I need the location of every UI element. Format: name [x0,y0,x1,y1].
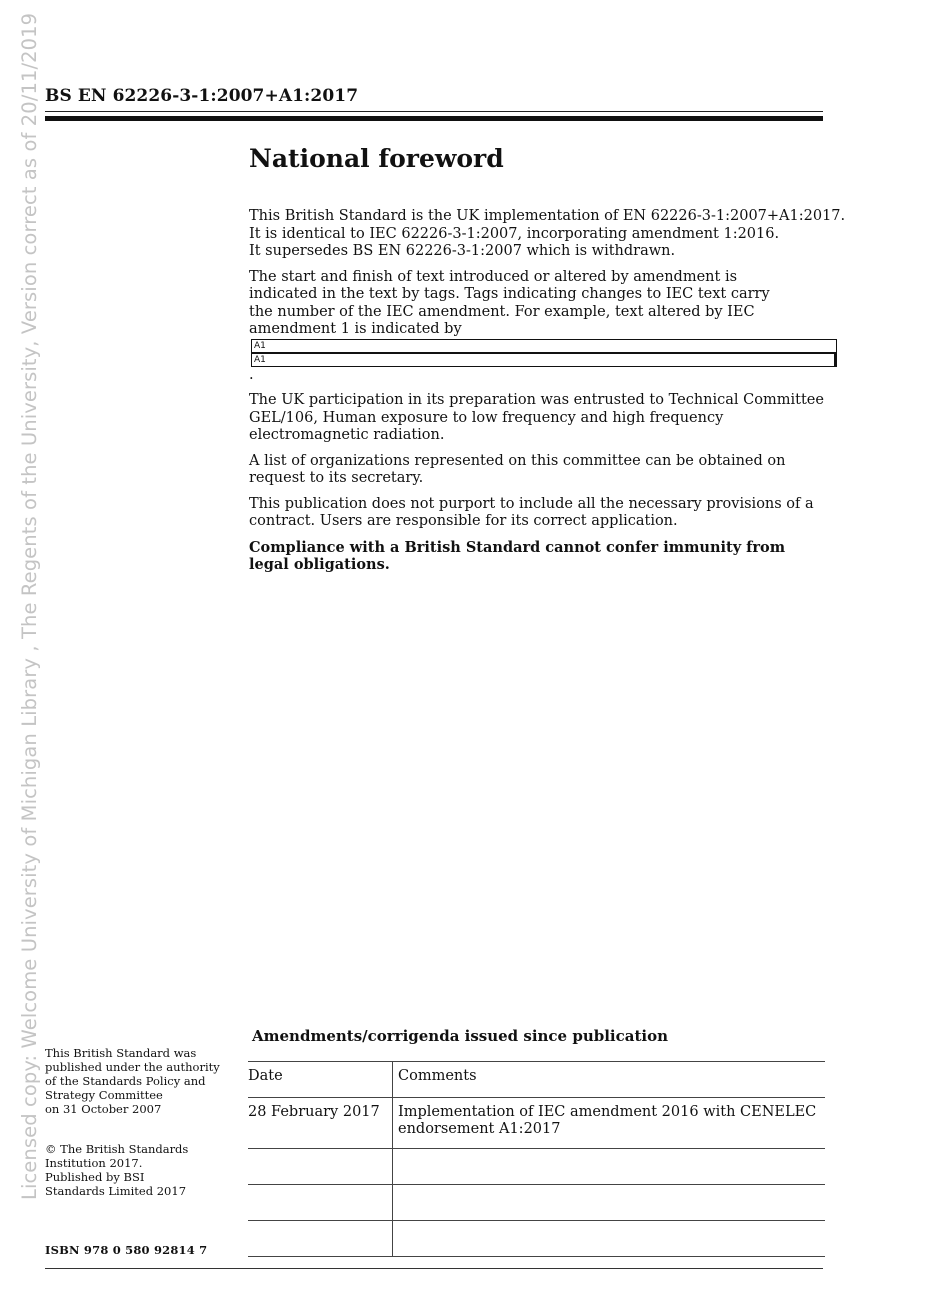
text-line: A list of organizations represented on this committee can be obtained on [249,452,786,469]
table-row-empty [248,1149,825,1185]
column-header-date: Date [248,1062,393,1098]
foreword-body [249,208,846,582]
amendment-comment [393,1098,826,1149]
foreword-paragraph-provisions [249,496,839,531]
footer-rule [45,1268,823,1269]
table-row-empty [248,1185,825,1221]
text-line: Compliance with a British Standard cannot confer immunity from [249,538,786,556]
text-line: This British Standard was [45,1046,197,1060]
text-line: It supersedes BS EN 62226-3-1:2007 which is withdrawn. [249,243,676,259]
foreword-paragraph-organizations [249,453,839,488]
text-line: GEL/106, Human exposure to low frequency and high frequency [249,409,724,426]
copyright-notice [45,1142,230,1198]
amendments-heading: Amendments/corrigenda issued since publication [252,1027,668,1045]
foreword-paragraph-amendment-tags [249,269,839,385]
text-line: on 31 October 2007 [45,1102,162,1116]
text-line: Standards Limited 2017 [45,1184,187,1198]
foreword-paragraph-compliance [249,539,839,574]
document-id: BS EN 62226-3-1:2007+A1:2017 [45,86,359,106]
text-line: the number of the IEC amendment. For example, text altered by IEC [249,303,755,320]
text-line: amendment 1 is indicated by [249,321,462,337]
text-line: Published by BSI [45,1170,145,1184]
text-line: contract. Users are responsible for its correct application. [249,513,678,529]
license-watermark: Licensed copy: Welcome University of Michigan Library , The Regents of the University, Version correct as of 20/11/2019 [18,12,41,1200]
text-line: Institution 2017. [45,1156,143,1170]
header-rule-thick [45,116,823,121]
text-line: The start and finish of text introduced or altered by amendment is [249,268,738,285]
text-line: request to its secretary. [249,470,424,486]
table-row [248,1098,825,1149]
empty-cell [248,1221,393,1257]
amendments-table [248,1061,825,1257]
empty-cell [393,1185,826,1221]
amendment-close-tag-icon: A1 [251,353,837,367]
text-line: Implementation of IEC amendment 2016 with CENELEC [398,1104,817,1120]
amendment-date: 28 February 2017 [248,1098,393,1149]
text-line: of the Standards Policy and [45,1074,206,1088]
text-line: It is identical to IEC 62226-3-1:2007, incorporating amendment 1:2016. [249,225,780,242]
text-line: endorsement A1:2017 [398,1121,561,1137]
text-line: Strategy Committee [45,1088,163,1102]
text-line: This publication does not purport to include all the necessary provisions of a [249,495,814,512]
text-line: published under the authority [45,1060,220,1074]
tag-suffix: . [249,366,254,383]
foreword-paragraph-implementation [249,208,846,261]
empty-cell [393,1221,826,1257]
column-header-comments: Comments [393,1062,826,1098]
text-line: indicated in the text by tags. Tags indicating changes to IEC text carry [249,286,770,302]
empty-cell [393,1149,826,1185]
table-row-empty [248,1221,825,1257]
text-line: The UK participation in its preparation was entrusted to Technical Committee [249,392,824,408]
text-line: © The British Standards [45,1142,189,1156]
page-title: National foreword [249,144,504,173]
text-line-with-tags [249,321,839,384]
publication-sidebar [45,1046,230,1198]
empty-cell [248,1185,393,1221]
isbn: ISBN 978 0 580 92814 7 [45,1243,208,1257]
amendment-open-tag-icon: A1 [251,339,837,353]
header-rule-thin [45,111,823,112]
text-line: legal obligations. [249,556,390,573]
foreword-paragraph-committee [249,392,839,445]
publication-authority [45,1046,230,1116]
table-header-row [248,1062,825,1098]
text-line: electromagnetic radiation. [249,427,445,443]
empty-cell [248,1149,393,1185]
text-line: This British Standard is the UK implementation of EN 62226-3-1:2007+A1:2017. [249,208,846,224]
